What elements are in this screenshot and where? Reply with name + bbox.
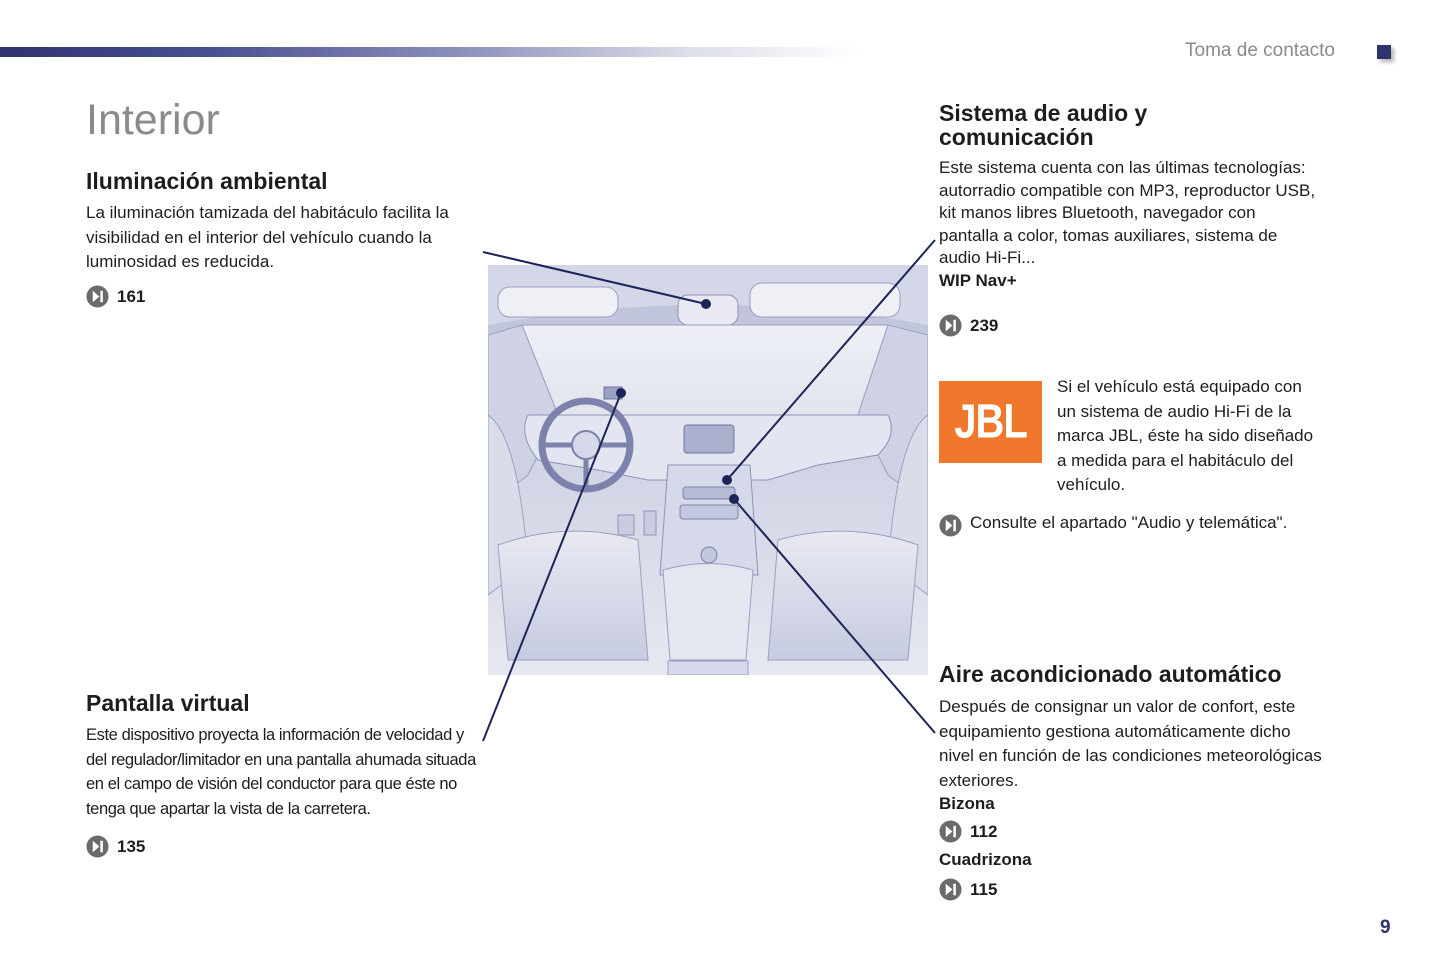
header-bar — [0, 47, 860, 57]
car-interior-illustration — [488, 265, 928, 675]
bizona-ref[interactable] — [939, 820, 997, 843]
audio-telematics-ref[interactable] — [939, 508, 1287, 537]
audio-system-ref[interactable] — [939, 314, 998, 337]
page-reference-icon — [939, 514, 962, 537]
audio-system-text: Este sistema cuenta con las últimas tecnologías: autorradio compatible con MP3, reproductor USB, kit manos libres Bluetooth, navegador con pantalla a color, tomas auxiliares, sistema de audio Hi-Fi... — [939, 158, 1316, 267]
page-reference-icon — [939, 820, 962, 843]
audio-system-heading — [939, 101, 1147, 149]
audio-system-heading-line1: Sistema de audio y — [939, 100, 1148, 126]
section-title: Toma de contacto — [1185, 40, 1335, 61]
page-reference-icon — [939, 878, 962, 901]
jbl-text: Si el vehículo está equipado con un sistema de audio Hi-Fi de la marca JBL, éste ha sido diseñado a medida para el habitáculo del vehículo. — [1057, 377, 1314, 494]
section-marker — [1377, 45, 1391, 59]
audio-system-subtitle: WIP Nav+ — [939, 271, 1017, 290]
cuadrizona-label: Cuadrizona — [939, 850, 1032, 869]
page-title: Interior — [86, 96, 220, 144]
page-reference-icon — [86, 285, 109, 308]
cuadrizona-ref[interactable] — [939, 878, 997, 901]
air-conditioning-heading: Aire acondicionado automático — [939, 661, 1282, 687]
jbl-logo-text: JBL — [954, 395, 1027, 448]
virtual-display-heading: Pantalla virtual — [86, 690, 250, 716]
ambient-lighting-ref-number: 161 — [117, 286, 146, 306]
audio-system-ref-number: 239 — [970, 315, 999, 335]
air-conditioning-text: Después de consignar un valor de confort, este equipamiento gestiona automáticamente dicho nivel en función de las condiciones meteorológicas exteriores. — [939, 697, 1322, 790]
ambient-lighting-text: La iluminación tamizada del habitáculo facilita la visibilidad en el interior del vehículo cuando la luminosidad es reducida. — [86, 203, 449, 271]
cuadrizona-ref-number: 115 — [970, 879, 998, 899]
virtual-display-ref[interactable] — [86, 835, 145, 858]
bizona-label: Bizona — [939, 794, 995, 813]
audio-system-heading-line2: comunicación — [939, 124, 1094, 150]
audio-telematics-ref-text: Consulte el apartado "Audio y telemática". — [970, 512, 1288, 532]
ambient-lighting-ref[interactable] — [86, 285, 145, 308]
bizona-ref-number: 112 — [970, 821, 998, 841]
virtual-display-text: Este dispositivo proyecta la información de velocidad y del regulador/limitador en una pantalla ahumada situada en el campo de visión del conductor para que éste no tenga que apartar la vista de la carretera. — [86, 726, 476, 818]
page-reference-icon — [86, 835, 109, 858]
page-reference-icon — [939, 314, 962, 337]
page-number: 9 — [1380, 917, 1391, 938]
virtual-display-ref-number: 135 — [117, 836, 146, 856]
jbl-logo — [939, 381, 1042, 463]
ambient-lighting-heading: Iluminación ambiental — [86, 168, 328, 194]
